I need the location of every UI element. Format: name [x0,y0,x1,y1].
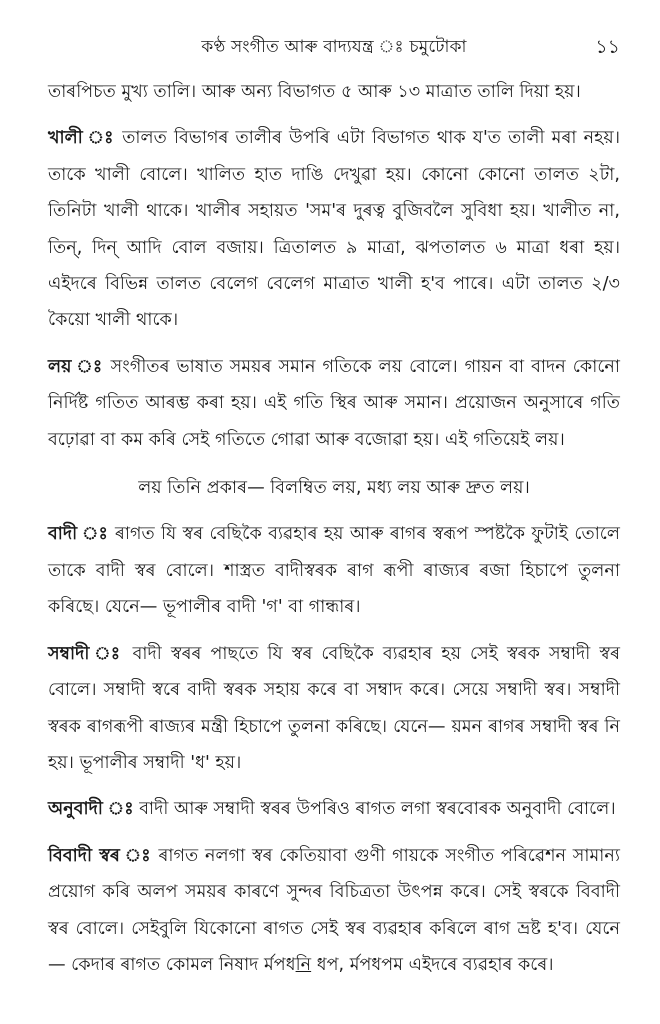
paragraph-loy-types [48,470,620,506]
paragraph-loy [48,349,620,458]
paragraph-text: তাৰপিচত মুখ্য তালি। আৰু অন্য বিভাগত ৫ আৰু ১৩ মাত্ৰাত তালি দিয়া হয়। [48,82,581,102]
paragraph-text: ৰাগত নলগা স্বৰ কেতিয়াবা গুণী গায়কে সংগীত পৰিৱেশন সামান্য প্ৰয়োগ কৰি অলপ সময়ৰ কাৰণে সুন্দৰ বিচিত্ৰতা উৎপন্ন কৰে। সেই স্বৰকে বিবাদী স্বৰ বোলে। সেইবুলি যিকোনো ৰাগত সেই স্বৰ ব্যৱহাৰ কৰিলে ৰাগ ভ্ৰষ্ট হ'ব। যেনে— কেদাৰ ৰাগত কোমল নিষাদ ৰ্মপধ [48,845,620,975]
term-loy: লয় ঃ [48,356,104,377]
term-khali: খালী ঃ [48,128,116,149]
paragraph-onubadi [48,791,620,827]
paragraph-text: বাদী আৰু সম্বাদী স্বৰৰ উপৰিও ৰাগত লগা স্বৰবোৰক অনুবাদী বোলে। [133,799,616,820]
body-text [48,74,620,983]
paragraph-text: লয় তিনি প্ৰকাৰ— বিলম্বিত লয়, মধ্য লয় আৰু দ্ৰুত লয়। [138,478,530,499]
paragraph-text-end: ধপ, ৰ্মপধপম এইদৰে ব্যৱহাৰ কৰে। [311,954,554,975]
paragraph-badi [48,516,620,625]
page-header [48,0,620,74]
paragraph-intro [48,74,620,110]
page-number: ১১ [595,36,620,58]
running-title: কণ্ঠ সংগীত আৰু বাদ্যযন্ত্ৰ ঃ চমুটোকা [201,37,467,57]
paragraph-sombadi [48,636,620,782]
term-sombadi: সম্বাদী ঃ [48,643,124,664]
paragraph-text: বাদী স্বৰৰ পাছতে যি স্বৰ বেছিকৈ ব্যৱহাৰ হয় সেই স্বৰক সম্বাদী স্বৰ বোলে। সম্বাদী স্বৰে বাদী স্বৰক সহায় কৰে বা সম্বাদ কৰে। সেয়ে সম্বাদী স্বৰ। সম্বাদী স্বৰক ৰাগৰূপী ৰাজ্যৰ মন্ত্ৰী হিচাপে তুলনা কৰিছে। যেনে— য়মন ৰাগৰ সম্বাদী স্বৰ নি হয়। ভূপালীৰ সম্বাদী 'ধ' হয়। [48,643,621,773]
underlined-note: নি [295,954,312,975]
term-badi: বাদী ঃ [48,524,109,545]
paragraph-text: সংগীতৰ ভাষাত সময়ৰ সমান গতিকে লয় বোলে। গায়ন বা বাদন কোনো নিৰ্দিষ্ট গতিত আৰম্ভ কৰা হয়। এই গতি স্থিৰ আৰু সমান। প্ৰয়োজন অনুসাৰে গতি বঢ়োৱা বা কম কৰি সেই গতিতে গোৱা আৰু বজোৱা হয়। এই গতিয়েই লয়। [48,356,620,450]
term-bibadi: বিবাদী স্বৰ ঃ [48,845,152,866]
paragraph-khali [48,120,620,338]
paragraph-text: তালত বিভাগৰ তালীৰ উপৰি এটা বিভাগত থাক য'ত তালী মৰা নহয়। তাকে খালী বোলে। খালিত হাত দাঙি দেখুৱা হয়। কোনো কোনো তালত ২টা, তিনিটা খালী থাকে। খালীৰ সহায়ত 'সম'ৰ দুৰত্ব বুজিবলৈ সুবিধা হয়। খালীত না, তিন্, দিন্ আদি বোল বজায়। ত্ৰিতালত ৯ মাত্ৰা, ঝপতালত ৬ মাত্ৰা ধৰা হয়। এইদৰে বিভিন্ন তালত বেলেগ বেলেগ মাত্ৰাত খালী হ'ব পাৰে। এটা তালত ২/৩ কৈয়ো খালী থাকে। [48,128,620,331]
paragraph-bibadi [48,838,620,984]
paragraph-text: ৰাগত যি স্বৰ বেছিকৈ ব্যৱহাৰ হয় আৰু ৰাগৰ স্বৰূপ স্পষ্টকৈ ফুটাই তোলে তাকে বাদী স্বৰ বোলে। শাস্ত্ৰত বাদীস্বৰক ৰাগ ৰূপী ৰাজ্যৰ ৰজা হিচাপে তুলনা কৰিছে। যেনে— ভূপালীৰ বাদী 'গ' বা গান্ধাৰ। [48,524,620,618]
term-onubadi: অনুবাদী ঃ [48,799,134,820]
